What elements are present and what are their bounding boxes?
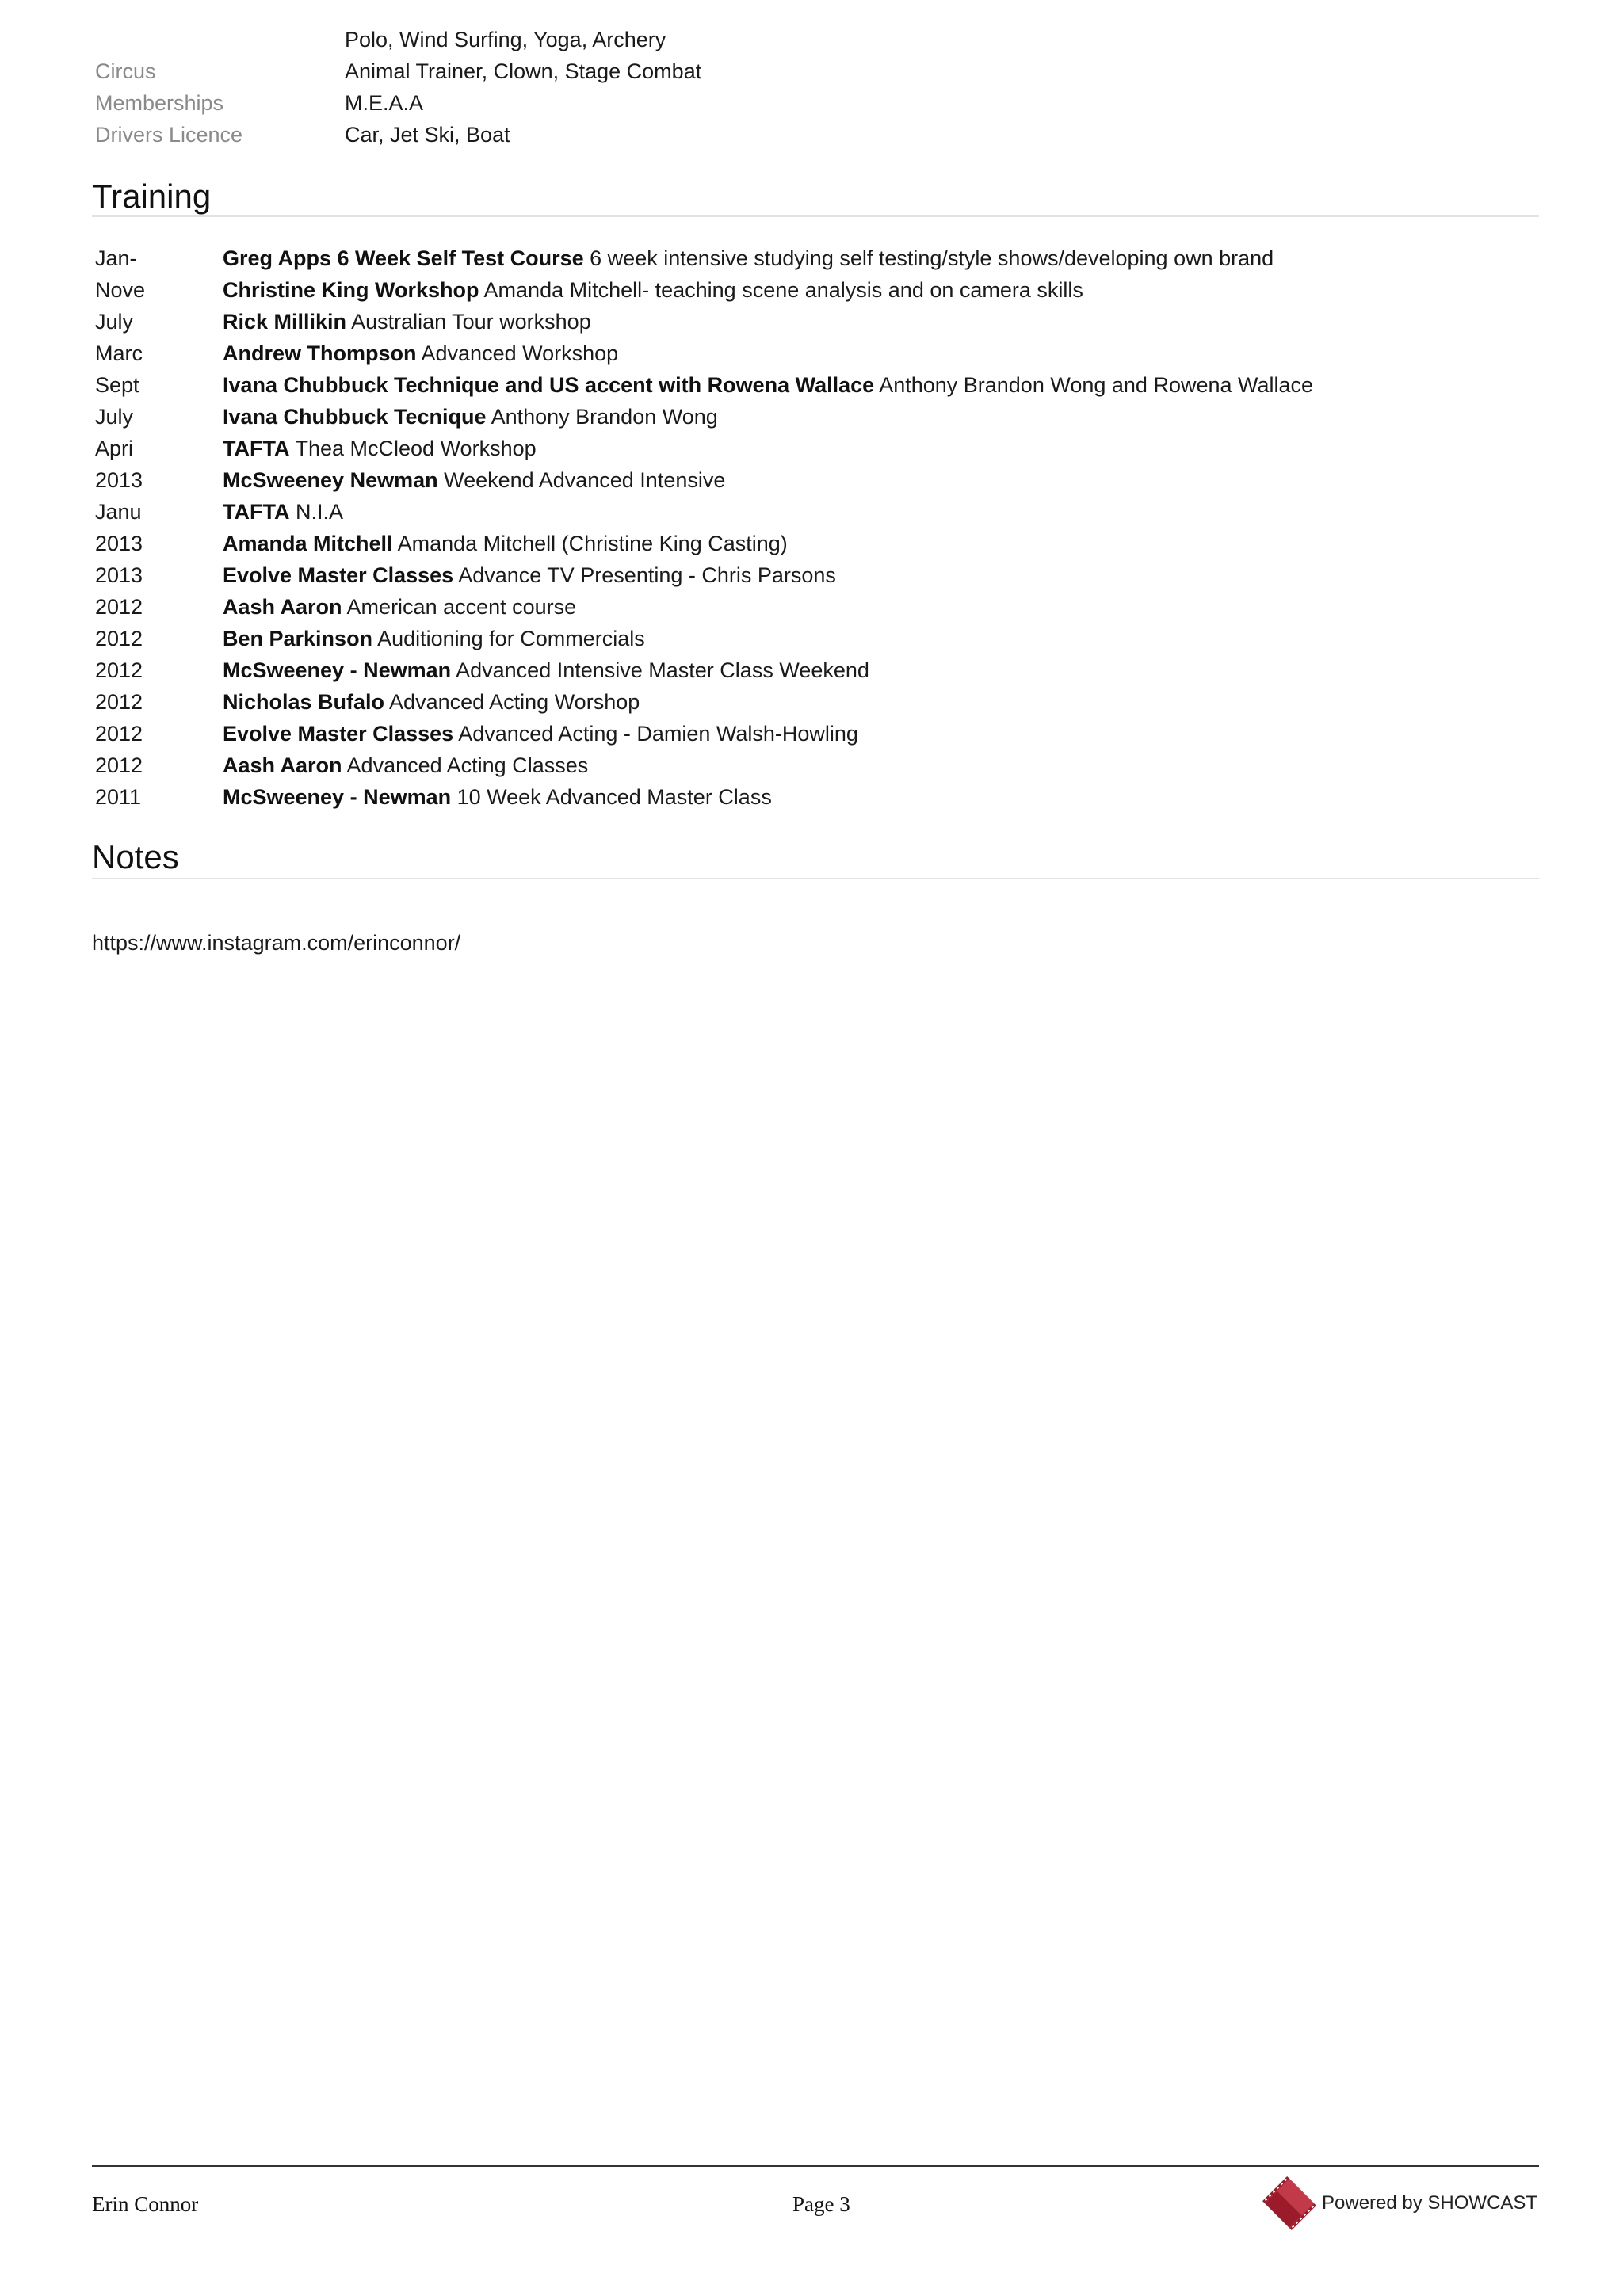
skill-label: Drivers Licence xyxy=(95,123,243,147)
training-row xyxy=(95,496,1537,528)
training-title: McSweeney Newman xyxy=(223,468,438,492)
skill-label: Circus xyxy=(95,59,156,83)
training-detail: N.I.A xyxy=(295,500,343,524)
training-detail: 6 week intensive studying self testing/style shows/developing own brand xyxy=(590,246,1274,270)
training-row xyxy=(95,274,1537,306)
training-entry xyxy=(223,433,537,464)
skill-row xyxy=(95,24,1537,55)
training-detail: Advanced Acting - Damien Walsh-Howling xyxy=(458,722,858,746)
skill-label xyxy=(95,24,345,55)
training-row xyxy=(95,591,1537,623)
training-row xyxy=(95,528,1537,559)
training-entry xyxy=(223,369,1313,401)
training-row xyxy=(95,369,1537,401)
training-row xyxy=(95,306,1537,338)
skill-value: M.E.A.A xyxy=(345,91,424,115)
notes-link[interactable]: https://www.instagram.com/erinconnor/ xyxy=(92,931,461,955)
training-row xyxy=(95,242,1537,274)
training-detail: Advanced Acting Worshop xyxy=(389,690,640,714)
powered-by-text: Powered by SHOWCAST xyxy=(1322,2192,1538,2214)
training-title: Rick Millikin xyxy=(223,310,347,334)
training-entry xyxy=(223,306,591,338)
training-detail: Advance TV Presenting - Chris Parsons xyxy=(458,563,836,587)
training-detail: 10 Week Advanced Master Class xyxy=(456,785,772,809)
training-date: 2012 xyxy=(95,627,143,650)
training-title: Ivana Chubbuck Technique and US accent with Rowena Wallace xyxy=(223,373,875,397)
training-entry xyxy=(223,718,858,749)
training-row xyxy=(95,749,1537,781)
training-entry xyxy=(223,496,343,528)
training-entry xyxy=(223,274,1083,306)
skill-row xyxy=(95,55,1537,87)
training-entry xyxy=(223,686,640,718)
training-title: Aash Aaron xyxy=(223,595,342,619)
skill-value: Animal Trainer, Clown, Stage Combat xyxy=(345,59,702,83)
training-entry xyxy=(223,401,718,433)
training-row xyxy=(95,464,1537,496)
training-entry xyxy=(223,623,645,654)
training-detail: Advanced Acting Classes xyxy=(346,753,589,777)
training-row xyxy=(95,654,1537,686)
training-row xyxy=(95,559,1537,591)
training-title: Ivana Chubbuck Tecnique xyxy=(223,405,487,429)
training-date: Jan- xyxy=(95,246,137,270)
training-date: 2013 xyxy=(95,563,143,587)
training-row xyxy=(95,401,1537,433)
training-detail: Auditioning for Commercials xyxy=(377,627,645,650)
training-title: McSweeney - Newman xyxy=(223,785,452,809)
training-date: 2011 xyxy=(95,785,142,809)
training-date: Marc xyxy=(95,341,143,365)
training-row xyxy=(95,686,1537,718)
training-date: Sept xyxy=(95,373,139,397)
footer-divider xyxy=(92,2165,1539,2167)
skill-label: Memberships xyxy=(95,91,224,115)
training-detail: Australian Tour workshop xyxy=(351,310,591,334)
training-row xyxy=(95,338,1537,369)
footer-name: Erin Connor xyxy=(92,2192,199,2216)
training-title: Aash Aaron xyxy=(223,753,342,777)
training-entry xyxy=(223,559,836,591)
training-title: Evolve Master Classes xyxy=(223,722,454,746)
training-title: Amanda Mitchell xyxy=(223,532,393,555)
training-entry xyxy=(223,242,1274,274)
notes-heading: Notes xyxy=(92,838,179,875)
training-date: July xyxy=(95,405,134,429)
training-date: 2012 xyxy=(95,690,143,714)
training-title: TAFTA xyxy=(223,437,290,460)
training-title: TAFTA xyxy=(223,500,290,524)
training-entry xyxy=(223,464,725,496)
training-date: 2013 xyxy=(95,532,143,555)
training-entry xyxy=(223,591,576,623)
training-entry xyxy=(223,654,869,686)
training-title: Christine King Workshop xyxy=(223,278,479,302)
training-detail: Advanced Intensive Master Class Weekend xyxy=(456,658,869,682)
skill-row xyxy=(95,119,1537,151)
training-row xyxy=(95,623,1537,654)
training-detail: Advanced Workshop xyxy=(421,341,619,365)
showcast-logo-icon xyxy=(1262,2176,1317,2231)
notes-divider xyxy=(92,878,1539,879)
training-date: Apri xyxy=(95,437,134,460)
training-title: Greg Apps 6 Week Self Test Course xyxy=(223,246,584,270)
training-entry xyxy=(223,338,618,369)
training-row xyxy=(95,718,1537,749)
training-date: July xyxy=(95,310,134,334)
training-detail: Anthony Brandon Wong and Rowena Wallace xyxy=(879,373,1314,397)
training-heading: Training xyxy=(92,177,212,215)
training-date: 2012 xyxy=(95,595,143,619)
skill-value: Polo, Wind Surfing, Yoga, Archery xyxy=(345,28,666,51)
training-entry xyxy=(223,528,788,559)
training-detail: Anthony Brandon Wong xyxy=(491,405,718,429)
training-title: Ben Parkinson xyxy=(223,627,373,650)
training-row xyxy=(95,781,1537,813)
skill-row xyxy=(95,87,1537,119)
training-detail: Amanda Mitchell (Christine King Casting) xyxy=(397,532,788,555)
training-divider xyxy=(92,215,1539,217)
training-detail: Weekend Advanced Intensive xyxy=(444,468,726,492)
training-date: Nove xyxy=(95,278,146,302)
training-entry xyxy=(223,749,588,781)
training-title: McSweeney - Newman xyxy=(223,658,452,682)
training-date: 2012 xyxy=(95,658,143,682)
training-title: Nicholas Bufalo xyxy=(223,690,385,714)
training-date: 2013 xyxy=(95,468,143,492)
training-row xyxy=(95,433,1537,464)
training-date: 2012 xyxy=(95,753,143,777)
showcast-branding[interactable] xyxy=(1262,2177,1537,2229)
training-entry xyxy=(223,781,772,813)
skill-value: Car, Jet Ski, Boat xyxy=(345,123,510,147)
page-number: Page 3 xyxy=(792,2192,850,2216)
training-detail: Thea McCleod Workshop xyxy=(295,437,537,460)
training-list xyxy=(95,242,1537,813)
training-detail: American accent course xyxy=(346,595,577,619)
training-detail: Amanda Mitchell- teaching scene analysis and on camera skills xyxy=(483,278,1083,302)
training-title: Evolve Master Classes xyxy=(223,563,454,587)
training-title: Andrew Thompson xyxy=(223,341,417,365)
training-date: Janu xyxy=(95,500,142,524)
training-date: 2012 xyxy=(95,722,143,746)
skills-list xyxy=(95,24,1537,151)
